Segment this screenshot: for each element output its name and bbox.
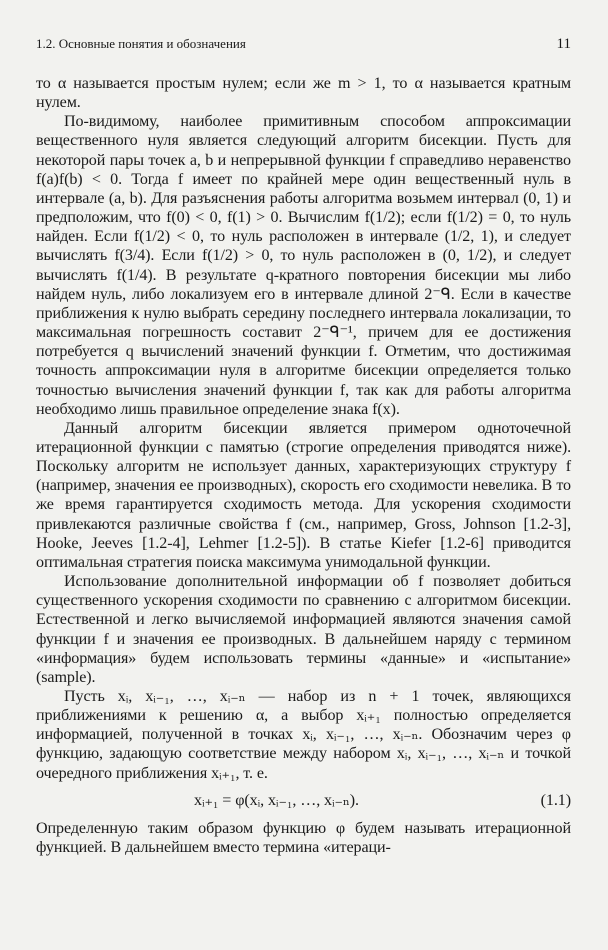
paragraph-iteration-function: Определенную таким образом функцию φ будем называть итерационной функцией. В дальнейшем вместо термина «итераци-: [36, 819, 571, 856]
paragraph-approximations: Пусть xᵢ, xᵢ₋₁, …, xᵢ₋ₙ — набор из n + 1 точек, являющихся приближениями к решению α, а выбор xᵢ₊₁ полностью определяется информацией, полученной в точках xᵢ, xᵢ₋₁, …, xᵢ₋ₙ. Обозначим через φ функцию, задающую соответствие между набором xᵢ, xᵢ₋₁, …, xᵢ₋ₙ и точкой очередного приближения xᵢ₊₁, т. е.: [36, 688, 571, 782]
section-title: 1.2. Основные понятия и обозначения: [36, 36, 246, 51]
paragraph-one-point-iteration: Данный алгоритм бисекции является примером одноточечной итерационной функции с памятью (строгие определения приводятся ниже). Поскольку алгоритм не использует данных, характеризующих структуру f (например, значения ее производных), скорость его сходимости невелика. В то же время гарантируется сходимость метода. Для ускорения сходимости привлекаются различные свойства f (см., например, Gross, Johnson [1.2-3], Hooke, Jeeves [1.2-4], Lehmer [1.2-5]). В статье Kiefer [1.2-6] приводится оптимальная стратегия поиска максимума унимодальной функции.: [36, 419, 571, 571]
equation-number: (1.1): [540, 791, 571, 809]
paragraph-additional-information: Использование дополнительной информации об f позволяет добиться существенного ускорения сходимости по сравнению с алгоритмом бисекции. Естественной и легко вычисляемой информацией являются значения самой функции f и значения ее производных. В дальнейшем наряду с термином «информация» будем использовать термины «данные» и «испытание» (sample).: [36, 573, 571, 686]
equation-expression: xᵢ₊₁ = φ(xᵢ, xᵢ₋₁, …, xᵢ₋ₙ).: [194, 791, 359, 809]
equation-1-1: [36, 787, 571, 815]
text-body: [36, 74, 571, 857]
paragraph-bisection: По-видимому, наиболее примитивным способом аппроксимации вещественного нуля является следующий алгоритм бисекции. Пусть для некоторой пары точек a, b и непрерывной функции f справедливо неравенство f(a)f(b) < 0. Тогда f имеет по крайней мере один вещественный нуль в интервале (a, b). Для разъяснения работы алгоритма возьмем интервал (0, 1) и предположим, что f(0) < 0, f(1) > 0. Вычислим f(1/2); если f(1/2) = 0, то нуль найден. Если f(1/2) < 0, то нуль расположен в интервале (1/2, 1), и следует вычислять f(3/4). Если f(1/2) > 0, то нуль расположен в (0, 1/2), и следует вычислять f(1/4). В результате q-кратного повторения бисекции мы либо найдем нуль, либо локализуем его в интервале длиной 2⁻ᑫ. Если в качестве приближения к нулю выбрать середину последнего интервала локализации, то максимальная погрешность составит 2⁻ᑫ⁻¹, причем для ее достижения потребуется q вычислений значений функции f. Отметим, что достижимая точность аппроксимации нуля в алгоритме бисекции определяется только точностью вычисления значений функции f, так как для работы алгоритма необходимо лишь правильное определение знака f(x).: [36, 113, 571, 418]
page-number: 11: [556, 36, 571, 52]
paragraph-continuation: то α называется простым нулем; если же m > 1, то α называется кратным нулем.: [36, 75, 571, 112]
